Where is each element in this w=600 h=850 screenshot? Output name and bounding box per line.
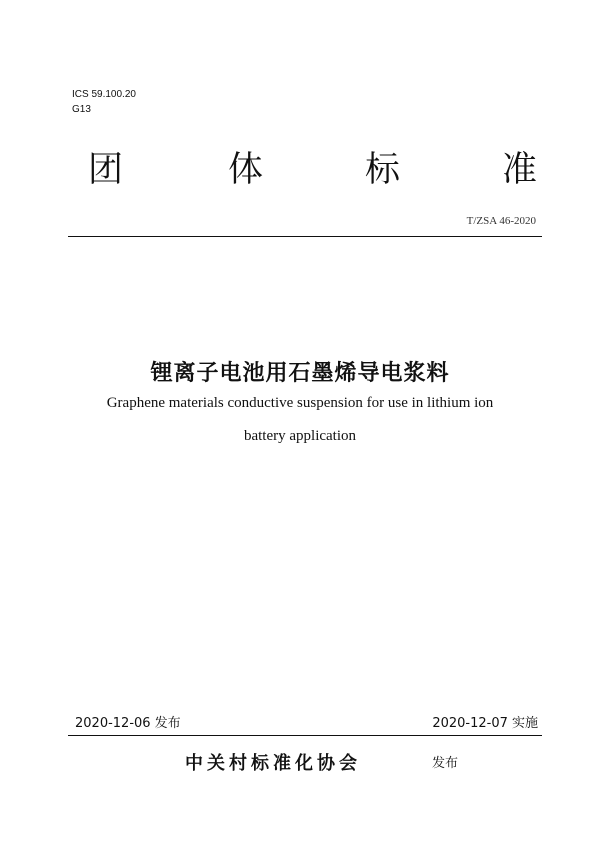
- standard-type-char-1: 团: [88, 150, 124, 190]
- issuer-name: 中关村标准化协会: [185, 753, 361, 774]
- standard-type-char-3: 标: [365, 150, 401, 190]
- standard-number: T/ZSA 46-2020: [466, 215, 536, 227]
- issuer-action: 发布: [432, 756, 459, 771]
- ccs-code: G13: [72, 104, 91, 115]
- issue-date: 2020-12-06 发布: [75, 716, 181, 731]
- header-divider: [68, 236, 542, 237]
- document-title-en-line2: battery application: [243, 428, 357, 444]
- standard-type-char-2: 体: [228, 150, 264, 190]
- document-title-en-line1: Graphene materials conductive suspension for use in lithium ion: [106, 395, 494, 411]
- ics-code: ICS 59.100.20: [72, 89, 136, 100]
- footer-divider: [68, 735, 542, 736]
- document-title-zh: 锂离子电池用石墨烯导电浆料: [150, 361, 450, 386]
- implementation-date: 2020-12-07 实施: [432, 716, 538, 731]
- standard-type-char-4: 准: [502, 150, 538, 190]
